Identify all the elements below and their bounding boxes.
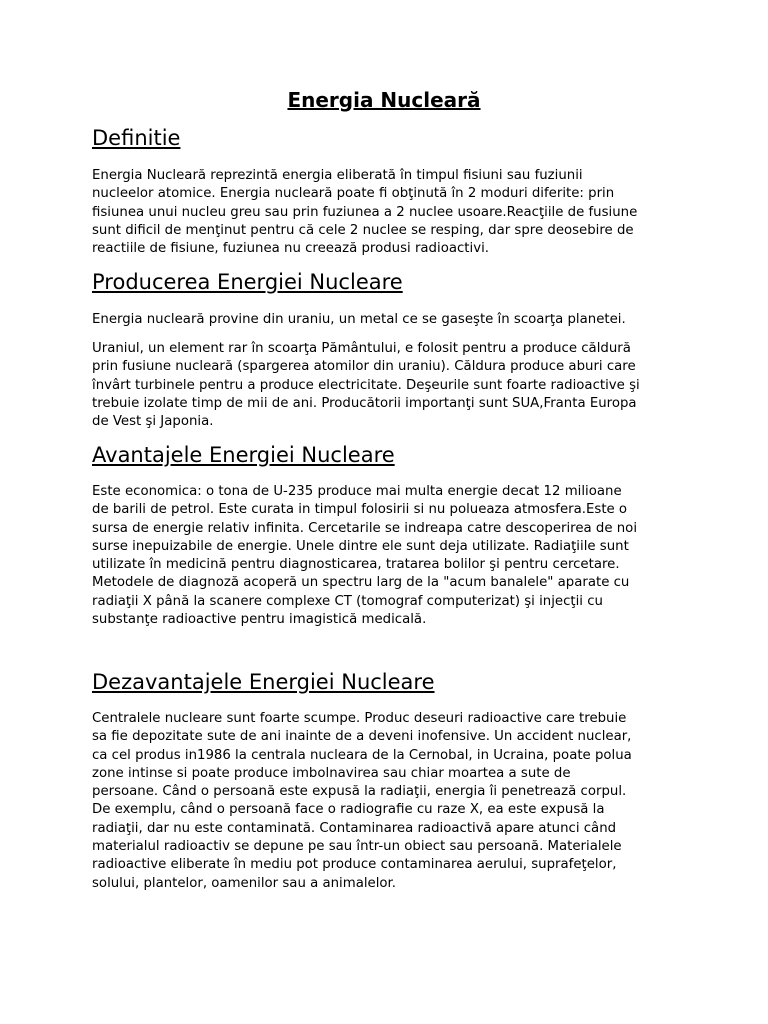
- text-line: substanţe radioactive pentru imagistică medicală.: [92, 612, 427, 628]
- text-line: radiaţii, dar nu este contaminată. Contaminarea radioactivă apare atunci când: [92, 820, 617, 836]
- text-line: Centralele nucleare sunt foarte scumpe. Produc deseuri radioactive care trebuie: [92, 711, 627, 726]
- section-paragraph: [92, 340, 692, 431]
- text-line: sursa de energie relativ infinita. Cercetarile se indreapa catre descoperirea de noi: [92, 520, 638, 536]
- section-paragraph: [92, 483, 692, 629]
- text-line: Metodele de diagnoză acoperă un spectru larg de la "acum banalele" aparate cu: [92, 575, 630, 591]
- text-line: persoane. Când o persoană este expusă la radiaţii, energia îi penetrează corpul.: [92, 784, 627, 800]
- text-line: zone intinse si poate produce imbolnavirea sau chiar moartea a sute de: [92, 765, 571, 781]
- section-heading-avantajele: Avantajele Energiei Nucleare: [92, 443, 395, 467]
- text-line: de Vest şi Japonia.: [92, 414, 214, 430]
- text-line: nucleelor atomice. Energia nucleară poate fi obţinută în 2 moduri diferite: prin: [92, 186, 615, 202]
- text-line: reactiile de fisiune, fuziunea nu creează produsi radioactivi.: [92, 241, 489, 257]
- section-heading-definitie: Definitie: [92, 126, 181, 150]
- section-paragraph: [92, 167, 692, 258]
- text-line: trebuie izolate timp de mii de ani. Producătorii importanţi sunt SUA,Franta Europa: [92, 395, 637, 411]
- section-paragraph: [92, 710, 692, 893]
- text-line: De exemplu, când o persoană face o radiografie cu raze X, ea este expusă la: [92, 802, 605, 818]
- text-line: Energia Nucleară reprezintă energia eliberată în timpul fisiuni sau fuziunii: [92, 168, 583, 183]
- text-line: solului, plantelor, oamenilor sau a animalelor.: [92, 875, 397, 891]
- text-line: surse inepuizabile de energie. Unele dintre ele sunt deja utilizate. Radiaţiile sunt: [92, 538, 629, 554]
- text-line: sunt dificil de menţinut pentru că cele 2 nuclee se resping, dar spre deosebire de: [92, 222, 634, 238]
- section-heading-dezavantajele: Dezavantajele Energiei Nucleare: [92, 670, 435, 694]
- text-line: radioactive eliberate în mediu pot produce contaminarea aerului, suprafeţelor,: [92, 857, 617, 873]
- text-line: prin fusiune nucleară (spargerea atomilor din uraniu). Căldura produce aburi care: [92, 359, 636, 375]
- text-line: învârt turbinele pentru a produce electricitate. Deşeurile sunt foarte radioactive şi: [92, 377, 640, 393]
- text-line: Energia nucleară provine din uraniu, un metal ce se gaseşte în scoarţa planetei.: [92, 312, 626, 327]
- text-line: sa fie depozitate sute de ani inainte de a deveni inofensive. Un accident nuclear,: [92, 729, 632, 745]
- text-line: materialul radioactiv se depune pe sau într-un obiect sau persoană. Materialele: [92, 839, 622, 855]
- text-line: radiaţii X până la scanere complexe CT (tomograf computerizat) şi injecţii cu: [92, 593, 603, 609]
- document-title: Energia Nucleară: [287, 88, 481, 112]
- text-line: Este economica: o tona de U-235 produce mai multa energie decat 12 milioane: [92, 484, 622, 499]
- section-heading-producerea: Producerea Energiei Nucleare: [92, 270, 403, 294]
- text-line: de barili de petrol. Este curata in timpul folosirii si nu polueaza atmosfera.Este o: [92, 502, 628, 518]
- text-line: utilizate în medicină pentru diagnosticarea, tratarea bolilor şi pentru cercetare.: [92, 557, 620, 573]
- text-line: fisiunea unui nucleu greu sau prin fuziunea a 2 nuclee usoare.Reacţiile de fusiune: [92, 204, 638, 220]
- section-paragraph: [92, 311, 692, 329]
- text-line: Uraniul, un element rar în scoarţa Pământului, e folosit pentru a produce căldură: [92, 341, 631, 356]
- text-line: ca cel produs in1986 la centrala nucleara de la Cernobal, in Ucraina, poate polua: [92, 747, 632, 763]
